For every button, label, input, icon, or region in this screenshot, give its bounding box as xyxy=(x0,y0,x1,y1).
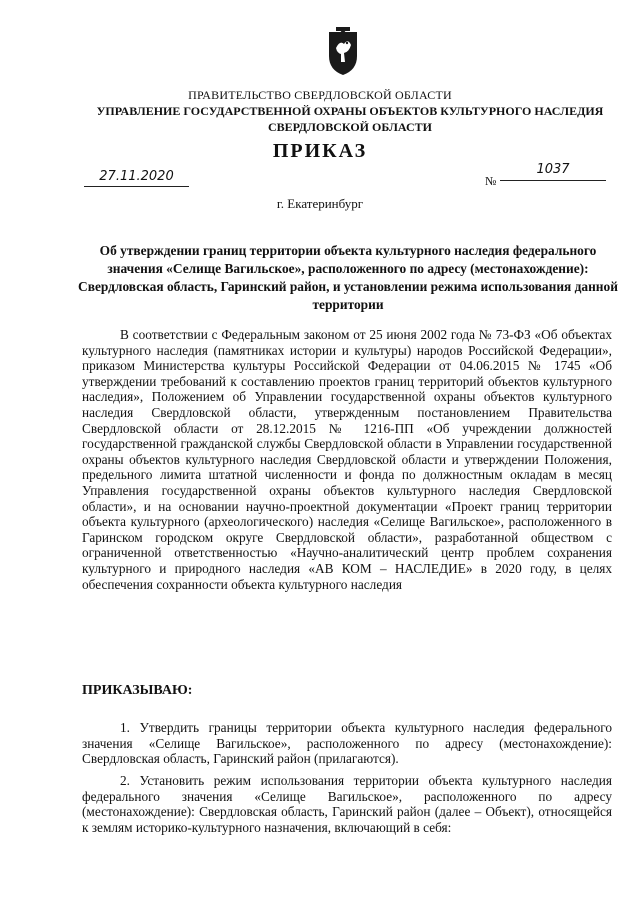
order-subject: Об утверждении границ территории объекта культурного наследия федерального значения «Селище Вагильское», расположенного по адресу (местонахождение): Свердловская область, Гаринский район, и установлении режима использования данной территории xyxy=(78,243,618,312)
government-name: ПРАВИТЕЛЬСТВО СВЕРДЛОВСКОЙ ОБЛАСТИ xyxy=(188,88,452,102)
city: г. Екатеринбург xyxy=(276,196,364,211)
preamble-paragraph: В соответствии с Федеральным законом от 25 июня 2002 года № 73-ФЗ «Об объектах культурного наследия (памятниках истории и культуры) народов Российской Федерации», приказом Министерства культуры Российской Федерации от 04.06.2015 № 1745 «Об утверждении требований к составлению проектов границ территорий объектов культурного наследия», Положением об Управлении государственной охраны объектов культурного наследия Свердловской области, утвержденным постановлением Правительства Свердловской области от 28.12.2015 № 1216-ПП «Об учреждении должностей государственной гражданской службы Свердловской области в Управлении государственной охраны объектов культурного наследия Свердловской области и утверждении Положения, предельного лимита штатной численности и фонда по должностным окладам в месяц Управления государственной охраны объектов культурного наследия Свердловской области», и на основании научно-проектной документации «Проект границ территории объекта культурного (археологического) наследия «Селище Вагильское», расположенного в Гаринском городском округе Свердловской области», разработанной обществом с ограниченной ответственностью «Научно-аналитический центр проблем сохранения культурного и природного наследия «АВ КОМ – НАСЛЕДИЕ» в 2020 году, в целях обеспечения сохранности объекта культурного наследия xyxy=(82,327,612,592)
department-name: УПРАВЛЕНИЕ ГОСУДАРСТВЕННОЙ ОХРАНЫ ОБЪЕКТОВ КУЛЬТУРНОГО НАСЛЕДИЯ СВЕРДЛОВСКОЙ ОБЛАСТИ xyxy=(96,104,604,134)
order-number: 1037 xyxy=(500,162,606,181)
coat-of-arms-emblem xyxy=(326,26,360,76)
order-date: 27.11.2020 xyxy=(84,170,189,187)
order-heading: ПРИКАЗЫВАЮ: xyxy=(82,683,193,698)
order-item-1: 1. Утвердить границы территории объекта культурного наследия федерального значения «Селище Вагильское», расположенного по адресу (местонахождение): Свердловская область, Гаринский район (прилагаются). xyxy=(82,720,612,767)
document-title: ПРИКАЗ xyxy=(272,140,368,162)
number-label: № xyxy=(485,174,497,188)
order-item-2: 2. Установить режим использования территории объекта культурного наследия федерального значения «Селище Вагильское», расположенного по адресу (местонахождение): Свердловская область, Гаринский район (далее – Объект), относящейся к землям историко-культурного назначения, включающий в себя: xyxy=(82,773,612,835)
